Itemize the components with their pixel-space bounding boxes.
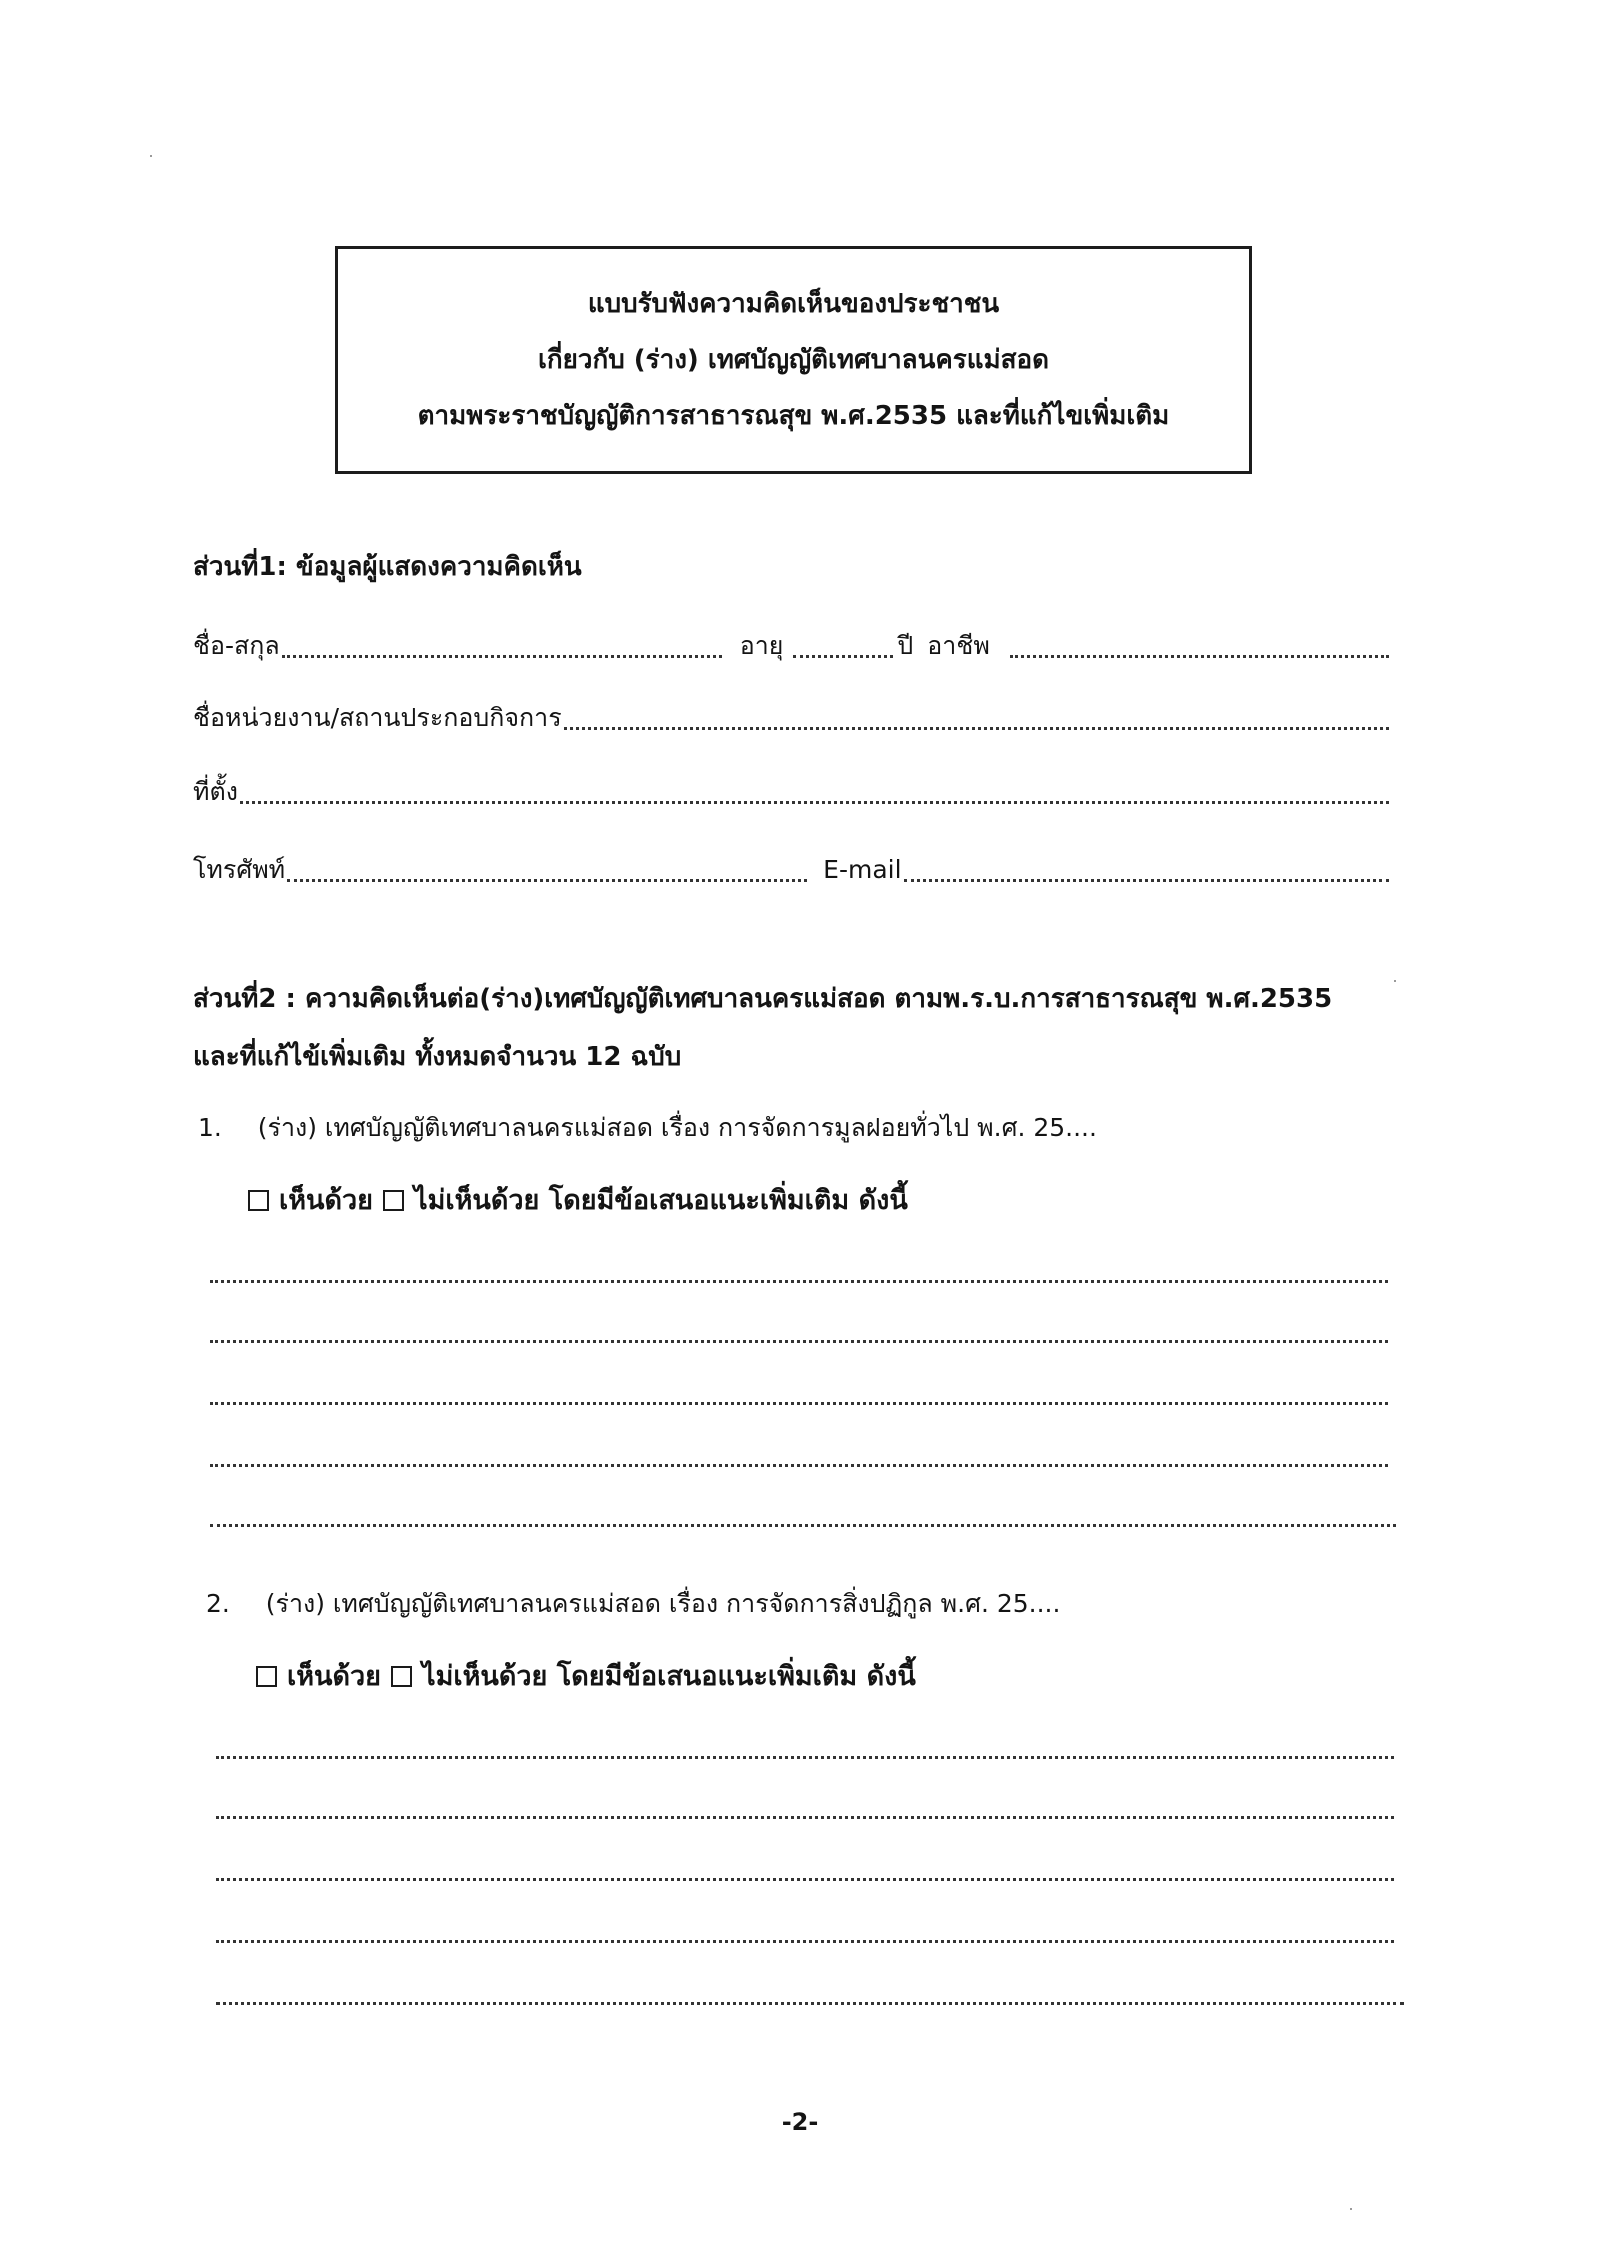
address-label: ที่ตั้ง — [193, 777, 238, 806]
item-1-disagree-checkbox[interactable] — [383, 1190, 404, 1211]
name-field[interactable] — [282, 645, 722, 658]
item-2-comment-line[interactable] — [216, 2002, 1404, 2005]
form-subtitle-law: ตามพระราชบัญญัติการสาธารณสุข พ.ศ.2535 และที่แก้ไขเพิ่มเติม — [417, 401, 1170, 431]
item-2-disagree-label: ไม่เห็นด้วย โดยมีข้อเสนอแนะเพิ่มเติม ดังนี้ — [422, 1661, 916, 1692]
form-title: แบบรับฟังความคิดเห็นของประชาชน — [587, 289, 1000, 319]
form-header-box — [335, 246, 1252, 474]
item-2-comment-line[interactable] — [216, 1878, 1394, 1881]
item-1-comment-line[interactable] — [210, 1280, 1388, 1283]
phone-label: โทรศัพท์ — [193, 855, 286, 884]
item-1-agree-label: เห็นด้วย — [279, 1185, 373, 1216]
item-2-text: (ร่าง) เทศบัญญัติเทศบาลนครแม่สอด เรื่อง การจัดการสิ่งปฏิกูล พ.ศ. 25.... — [265, 1589, 1061, 1618]
organization-field[interactable] — [564, 717, 1389, 730]
item-2-number: 2. — [206, 1589, 230, 1618]
section2-title-cont: และที่แก้ไข้เพิ่มเติม ทั้งหมดจำนวน 12 ฉบับ — [193, 1042, 682, 1072]
item-1-choice-row — [248, 1178, 908, 1221]
address-field[interactable] — [240, 791, 1389, 804]
name-age-occupation-row — [193, 624, 1393, 664]
scan-speck — [150, 155, 152, 157]
name-label: ชื่อ-สกุล — [193, 631, 280, 660]
email-label: E-mail — [823, 855, 902, 884]
age-label: อายุ — [739, 631, 784, 660]
year-label: ปี — [897, 631, 914, 660]
item-1-comment-line[interactable] — [210, 1464, 1388, 1467]
item-1-comment-line[interactable] — [210, 1524, 1396, 1527]
email-field[interactable] — [904, 869, 1389, 882]
item-2-agree-label: เห็นด้วย — [287, 1661, 381, 1692]
item-1-agree-checkbox[interactable] — [248, 1190, 269, 1211]
item-1-number: 1. — [198, 1113, 222, 1142]
item-2-disagree-checkbox[interactable] — [391, 1666, 412, 1687]
item-1-text: (ร่าง) เทศบัญญัติเทศบาลนครแม่สอด เรื่อง การจัดการมูลฝอยทั่วไป พ.ศ. 25.... — [257, 1113, 1097, 1142]
phone-field[interactable] — [287, 869, 807, 882]
address-row — [193, 770, 1393, 810]
section1-title: ส่วนที่1: ข้อมูลผู้แสดงความคิดเห็น — [193, 552, 582, 582]
item-1-comment-line[interactable] — [210, 1340, 1388, 1343]
scan-speck — [1394, 980, 1396, 982]
item-2-heading — [206, 1584, 1060, 1624]
occupation-label: อาชีพ — [927, 631, 990, 660]
page-number: -2- — [781, 2108, 819, 2136]
item-2-choice-row — [256, 1654, 916, 1697]
item-2-comment-line[interactable] — [216, 1816, 1394, 1819]
item-1-heading — [198, 1108, 1097, 1148]
organization-label: ชื่อหน่วยงาน/สถานประกอบกิจการ — [193, 703, 562, 732]
item-1-comment-line[interactable] — [210, 1402, 1388, 1405]
item-1-disagree-label: ไม่เห็นด้วย โดยมีข้อเสนอแนะเพิ่มเติม ดังนี้ — [414, 1185, 908, 1216]
item-2-agree-checkbox[interactable] — [256, 1666, 277, 1687]
item-2-comment-line[interactable] — [216, 1940, 1394, 1943]
occupation-field[interactable] — [1010, 645, 1389, 658]
item-2-comment-line[interactable] — [216, 1756, 1394, 1759]
organization-row — [193, 696, 1393, 736]
age-field[interactable] — [793, 645, 893, 658]
phone-email-row — [193, 848, 1393, 888]
section2-title: ส่วนที่2 : ความคิดเห็นต่อ(ร่าง)เทศบัญญัติเทศบาลนครแม่สอด ตามพ.ร.บ.การสาธารณสุข พ.ศ.2535 — [193, 984, 1333, 1014]
scan-speck — [1350, 2208, 1352, 2210]
form-subtitle: เกี่ยวกับ (ร่าง) เทศบัญญัติเทศบาลนครแม่สอด — [537, 345, 1050, 375]
